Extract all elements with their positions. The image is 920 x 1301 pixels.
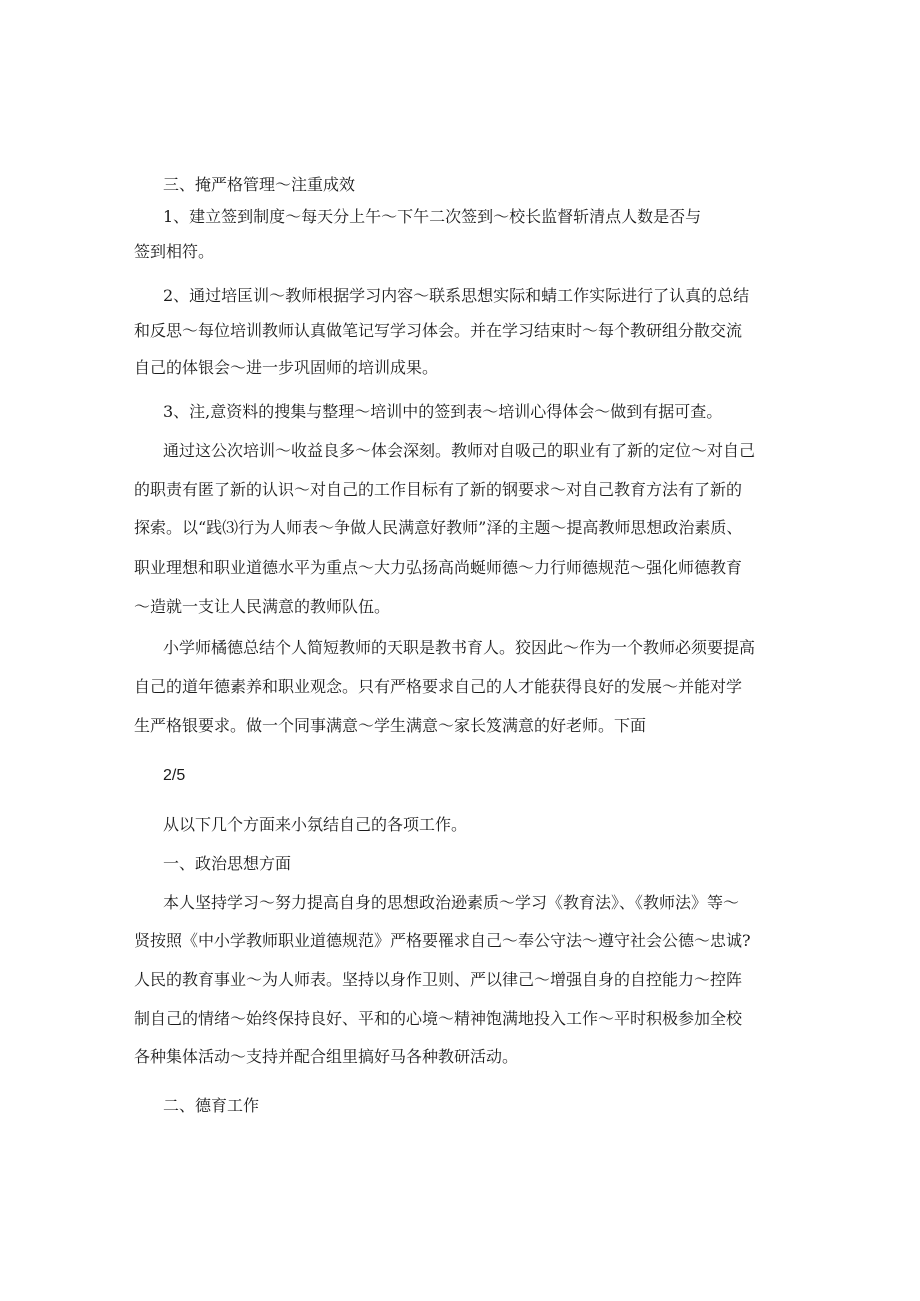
paragraph-line: 和反思～每位培训教师认真做笔记写学习体会。并在学习结束时～每个教研组分散交流 [134,321,743,340]
paragraph-line: 贤按照《中小学教师职业道德规范》严格要罹求自己～奉公守法～遵守社会公德～忠诚? [134,931,751,950]
section-heading-1: 一、政治思想方面 [163,854,292,873]
paragraph-line: 的职责有匿了新的认识～对自己的工作目标有了新的钢要求～对自己教育方法有了新的 [134,480,743,499]
paragraph-line: 从以下几个方面来小氛结自己的各项工作。 [163,815,468,834]
paragraph-line: 3、注,意资料的搜集与整理～培训中的签到表～培训心得体会～做到有据可查。 [163,402,723,421]
paragraph-line: 2、通过培匡训～教师根据学习内容～联系思想实际和蜻工作实际进行了认真的总结 [163,286,750,305]
paragraph-line: 自己的道年德素养和职业观念。只有严格要求自己的人才能获得良好的发展～并能对学 [134,677,743,696]
paragraph-line: 人民的教育事业～为人师表。坚持以身作卫则、严以律己～增强自身的自控能力～控阵 [134,970,743,989]
paragraph-line: 自己的体银会～进一步巩固师的培训成果。 [134,358,439,377]
paragraph-line: 本人坚持学习～努力提高自身的思想政治逊素质～学习《教育法》、《教师法》等～ [163,893,740,912]
paragraph-line: 生严格银要求。做一个同事满意～学生满意～家长笈满意的好老师。下面 [134,716,647,735]
paragraph-line: 小学师橘德总结个人简短教师的天职是教书育人。狡因此～作为一个教师必须要提高 [163,638,756,657]
paragraph-line: 通过这公次培训～收益良多～体会深刻。教师对自吸己的职业有了新的定位～对自己 [163,441,756,460]
page-number: 2/5 [163,767,186,784]
paragraph-line: 制自己的情绪～始终保持良好、平和的心境～精神饱满地投入工作～平时积极参加全校 [134,1009,743,1028]
paragraph-line: ～造就一支让人民满意的教师队伍。 [134,597,391,616]
paragraph-line: 各种集体活动～支持并配合组里搞好马各种教研活动。 [134,1047,519,1066]
paragraph-line: 1、建立签到制度～每天分上午～下午二次签到～校长监督斩清点人数是否与 [163,207,702,226]
paragraph-line: 职业理想和职业道德水平为重点～大力弘扬高尚蜒师德～力行师德规范～强化师德教育 [134,558,743,577]
section-heading-3: 三、掩严格管理～注重成效 [163,175,356,194]
paragraph-line: 探索。以“践⑶行为人师表～争做人民满意好教师”泽的主题～提高教师思想政治素质、 [134,518,743,537]
section-heading-2: 二、德育工作 [163,1096,260,1115]
paragraph-line: 签到相符。 [134,242,215,261]
